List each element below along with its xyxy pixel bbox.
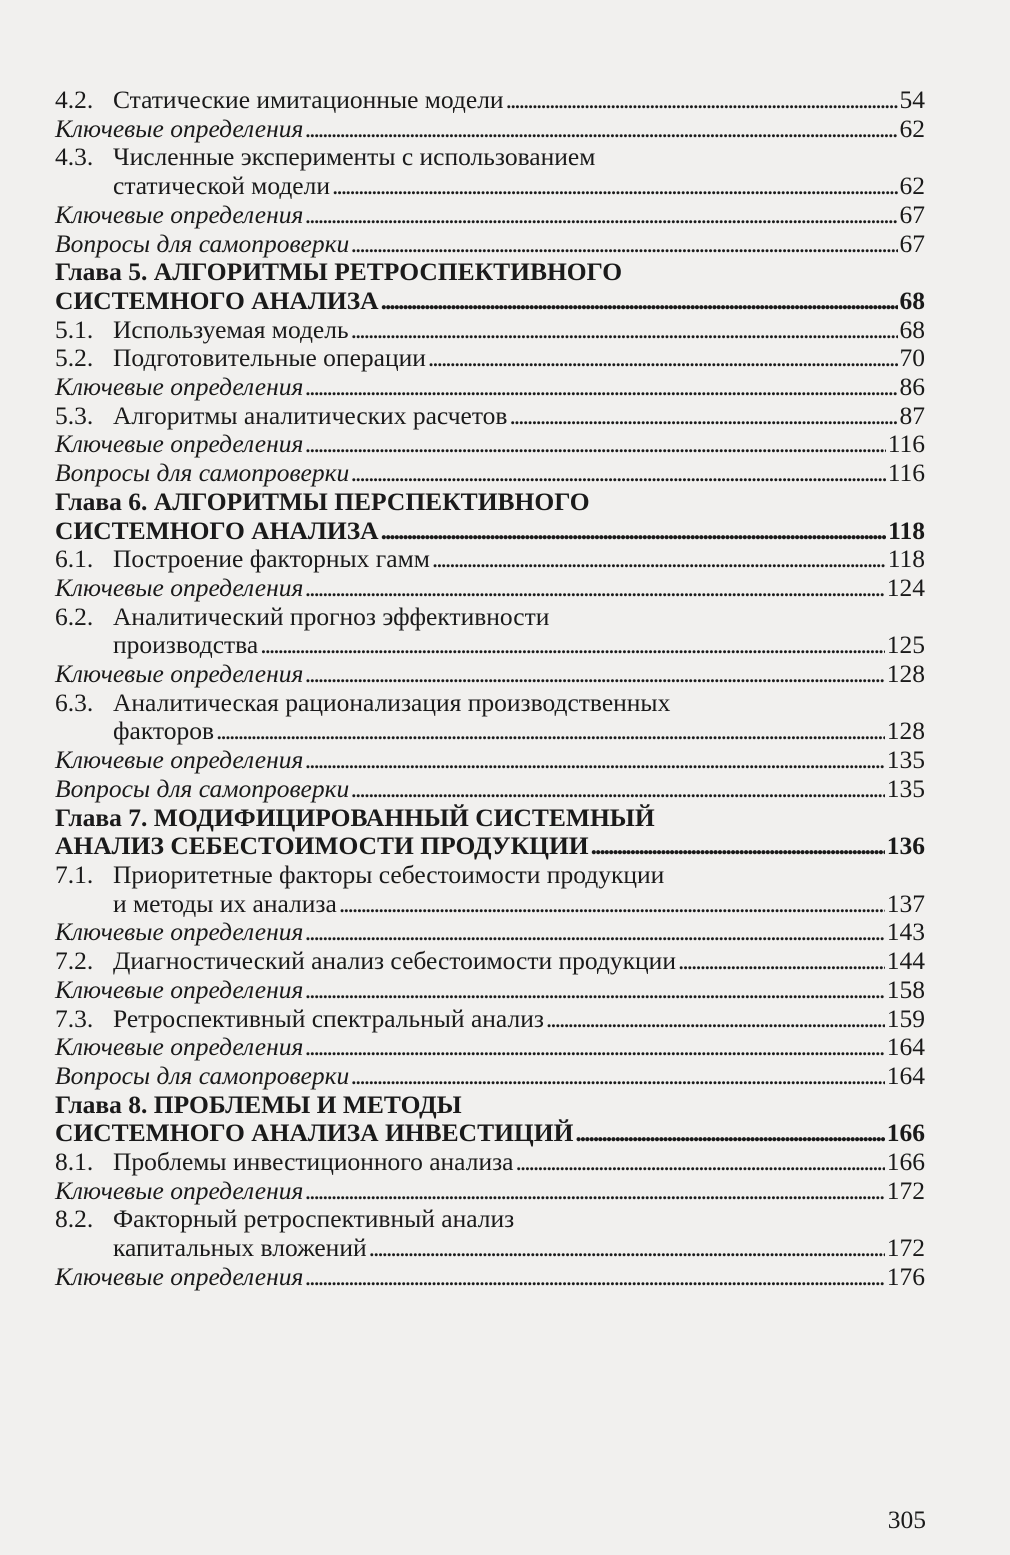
toc-entry-title: Аналитическая рационализация производственных	[113, 687, 671, 717]
toc-entry-title: Проблемы инвестиционного анализа	[113, 1147, 514, 1177]
toc-entry-page: 62	[899, 113, 925, 143]
dot-leader	[305, 574, 884, 603]
toc-entry	[55, 402, 925, 431]
dot-leader	[305, 1177, 884, 1206]
toc-entry-title: Ключевые определения	[55, 572, 304, 602]
dot-leader	[509, 402, 897, 431]
toc-entry-page: 86	[899, 372, 925, 402]
toc-entry-title: Глава 5. АЛГОРИТМЫ РЕТРОСПЕКТИВНОГО	[55, 257, 623, 287]
toc-entry-page: 128	[886, 659, 925, 689]
toc-entry-title: Приоритетные факторы себестоимости продукции	[113, 859, 665, 889]
toc-entry-page: 166	[886, 1147, 925, 1177]
toc-entry	[55, 172, 925, 201]
toc-entry	[55, 430, 925, 459]
toc-entry	[55, 832, 925, 861]
toc-entry-title: Численные эксперименты с использованием	[113, 142, 596, 172]
toc-entry-page: 144	[886, 946, 925, 976]
toc-entry	[55, 603, 925, 632]
toc-entry	[55, 1263, 925, 1292]
toc-entry-title: Диагностический анализ себестоимости продукции	[113, 946, 676, 976]
dot-leader	[260, 631, 885, 660]
toc-entry-page: 143	[886, 917, 925, 947]
toc-entry	[55, 574, 925, 603]
toc-entry-title: и методы их анализа	[113, 888, 337, 918]
toc-entry-title: статической модели	[113, 171, 330, 201]
toc-entry	[55, 804, 925, 833]
toc-entry	[55, 287, 925, 316]
toc-entry-title: Вопросы для самопроверки	[55, 458, 350, 488]
toc-entry-number: 5.3.	[55, 400, 94, 430]
toc-entry-number: 8.1.	[55, 1147, 94, 1177]
toc-entry	[55, 459, 925, 488]
dot-leader	[305, 201, 897, 230]
toc-entry-page: 159	[886, 1003, 925, 1033]
toc-entry-title: производства	[113, 630, 259, 660]
toc-entry	[55, 947, 925, 976]
toc-entry	[55, 861, 925, 890]
dot-leader	[381, 287, 898, 316]
toc-entry-title: Вопросы для самопроверки	[55, 773, 350, 803]
dot-leader	[305, 1263, 884, 1292]
toc-entry-page: 118	[887, 544, 925, 574]
toc-entry-number: 6.1.	[55, 544, 94, 574]
toc-entry	[55, 1062, 925, 1091]
toc-entry	[55, 230, 925, 259]
toc-entry-title: Ключевые определения	[55, 745, 304, 775]
toc-entry	[55, 517, 925, 546]
toc-entry-title: АНАЛИЗ СЕБЕСТОИМОСТИ ПРОДУКЦИИ	[55, 831, 589, 861]
dot-leader	[305, 1033, 884, 1062]
toc-entry	[55, 775, 925, 804]
toc-entry-title: Ключевые определения	[55, 917, 304, 947]
toc-entry-number: 5.2.	[55, 343, 94, 373]
dot-leader	[305, 660, 884, 689]
dot-leader	[432, 545, 886, 574]
toc-entry	[55, 1177, 925, 1206]
toc-entry-title: Ключевые определения	[55, 974, 304, 1004]
toc-entry-title: Ключевые определения	[55, 659, 304, 689]
dot-leader	[575, 1119, 884, 1148]
dot-leader	[428, 344, 898, 373]
toc-entry-title: Ключевые определения	[55, 113, 304, 143]
dot-leader	[591, 832, 885, 861]
toc-entry-page: 70	[899, 343, 925, 373]
toc-entry-title: Ключевые определения	[55, 1032, 304, 1062]
toc-entry-number: 6.3.	[55, 687, 94, 717]
toc-entry-page: 116	[887, 429, 925, 459]
toc-entry-page: 136	[886, 831, 925, 861]
toc-entry	[55, 344, 925, 373]
toc-entry-page: 135	[886, 773, 925, 803]
toc-entry	[55, 631, 925, 660]
toc-entry-page: 54	[899, 85, 925, 114]
dot-leader	[216, 717, 885, 746]
toc-entry	[55, 660, 925, 689]
toc-entry	[55, 1033, 925, 1062]
table-of-contents	[55, 86, 925, 1292]
dot-leader	[305, 430, 885, 459]
toc-entry-page: 68	[899, 285, 925, 315]
toc-entry-number: 8.2.	[55, 1204, 94, 1234]
toc-entry	[55, 316, 925, 345]
toc-entry	[55, 258, 925, 287]
toc-entry-title: Глава 6. АЛГОРИТМЫ ПЕРСПЕКТИВНОГО	[55, 486, 590, 516]
dot-leader	[351, 230, 897, 259]
toc-entry-title: Ключевые определения	[55, 372, 304, 402]
toc-entry	[55, 373, 925, 402]
toc-entry-page: 87	[899, 400, 925, 430]
toc-entry-title: СИСТЕМНОГО АНАЛИЗА	[55, 515, 379, 545]
toc-entry-page: 125	[886, 630, 925, 660]
toc-entry-page: 62	[899, 171, 925, 201]
toc-entry	[55, 890, 925, 919]
toc-entry-number: 7.3.	[55, 1003, 94, 1033]
toc-entry	[55, 115, 925, 144]
dot-leader	[332, 172, 898, 201]
dot-leader	[369, 1234, 885, 1263]
toc-entry	[55, 1119, 925, 1148]
toc-entry-page: 118	[888, 515, 925, 545]
toc-entry	[55, 746, 925, 775]
dot-leader	[305, 918, 884, 947]
toc-entry-number: 4.2.	[55, 85, 94, 114]
toc-entry-page: 124	[886, 572, 925, 602]
dot-leader	[381, 517, 887, 546]
toc-entry-page: 67	[899, 199, 925, 229]
dot-leader	[305, 373, 897, 402]
dot-leader	[305, 115, 897, 144]
toc-entry-title: Алгоритмы аналитических расчетов	[113, 400, 508, 430]
toc-entry-title: Используемая модель	[113, 314, 349, 344]
toc-entry-page: 164	[886, 1032, 925, 1062]
toc-entry	[55, 689, 925, 718]
toc-entry-title: Вопросы для самопроверки	[55, 1060, 350, 1090]
toc-entry-page: 164	[886, 1060, 925, 1090]
toc-entry-page: 172	[886, 1233, 925, 1263]
toc-entry-page: 128	[886, 716, 925, 746]
toc-entry-title: Подготовительные операции	[113, 343, 426, 373]
toc-entry-page: 172	[886, 1175, 925, 1205]
toc-entry-title: Статические имитационные модели	[113, 85, 504, 114]
toc-entry	[55, 1234, 925, 1263]
toc-entry-page: 158	[886, 974, 925, 1004]
dot-leader	[351, 1062, 884, 1091]
dot-leader	[351, 775, 884, 804]
dot-leader	[506, 86, 898, 115]
dot-leader	[546, 1005, 885, 1034]
toc-entry-title: Ключевые определения	[55, 1261, 304, 1291]
toc-entry-page: 68	[899, 314, 925, 344]
toc-entry-title: Построение факторных гамм	[113, 544, 430, 574]
toc-entry-title: Факторный ретроспективный анализ	[113, 1204, 515, 1234]
toc-entry	[55, 1205, 925, 1234]
toc-entry	[55, 488, 925, 517]
toc-entry-title: Ключевые определения	[55, 429, 304, 459]
toc-entry-title: Глава 7. МОДИФИЦИРОВАННЫЙ СИСТЕМНЫЙ	[55, 802, 655, 832]
toc-entry-page: 67	[899, 228, 925, 258]
dot-leader	[351, 459, 885, 488]
toc-entry-number: 4.3.	[55, 142, 94, 172]
toc-entry-title: Аналитический прогноз эффективности	[113, 601, 550, 631]
dot-leader	[305, 746, 884, 775]
toc-entry	[55, 1091, 925, 1120]
toc-entry-page: 166	[886, 1118, 925, 1148]
toc-entry-title: Глава 8. ПРОБЛЕМЫ И МЕТОДЫ	[55, 1089, 462, 1119]
toc-entry	[55, 545, 925, 574]
dot-leader	[339, 890, 885, 919]
toc-entry	[55, 918, 925, 947]
toc-entry-title: Ретроспективный спектральный анализ	[113, 1003, 544, 1033]
dot-leader	[516, 1148, 885, 1177]
toc-entry-number: 7.1.	[55, 859, 94, 889]
toc-entry-number: 6.2.	[55, 601, 94, 631]
toc-entry-page: 137	[886, 888, 925, 918]
toc-entry	[55, 86, 925, 115]
toc-entry-page: 135	[886, 745, 925, 775]
toc-entry-title: СИСТЕМНОГО АНАЛИЗА ИНВЕСТИЦИЙ	[55, 1118, 574, 1148]
toc-entry	[55, 717, 925, 746]
toc-entry-title: Ключевые определения	[55, 1175, 304, 1205]
toc-entry-number: 5.1.	[55, 314, 94, 344]
dot-leader	[351, 316, 898, 345]
toc-entry-title: факторов	[113, 716, 214, 746]
dot-leader	[305, 976, 884, 1005]
page-number: 305	[887, 1505, 926, 1534]
toc-entry-number: 7.2.	[55, 946, 94, 976]
toc-entry-page: 176	[886, 1261, 925, 1291]
toc-entry	[55, 1148, 925, 1177]
toc-entry-title: Ключевые определения	[55, 199, 304, 229]
toc-entry-title: Вопросы для самопроверки	[55, 228, 350, 258]
toc-entry-title: СИСТЕМНОГО АНАЛИЗА	[55, 285, 379, 315]
toc-entry	[55, 143, 925, 172]
toc-entry-page: 116	[887, 458, 925, 488]
toc-entry	[55, 976, 925, 1005]
dot-leader	[678, 947, 885, 976]
toc-entry	[55, 1005, 925, 1034]
toc-entry-title: капитальных вложений	[113, 1233, 367, 1263]
toc-entry	[55, 201, 925, 230]
